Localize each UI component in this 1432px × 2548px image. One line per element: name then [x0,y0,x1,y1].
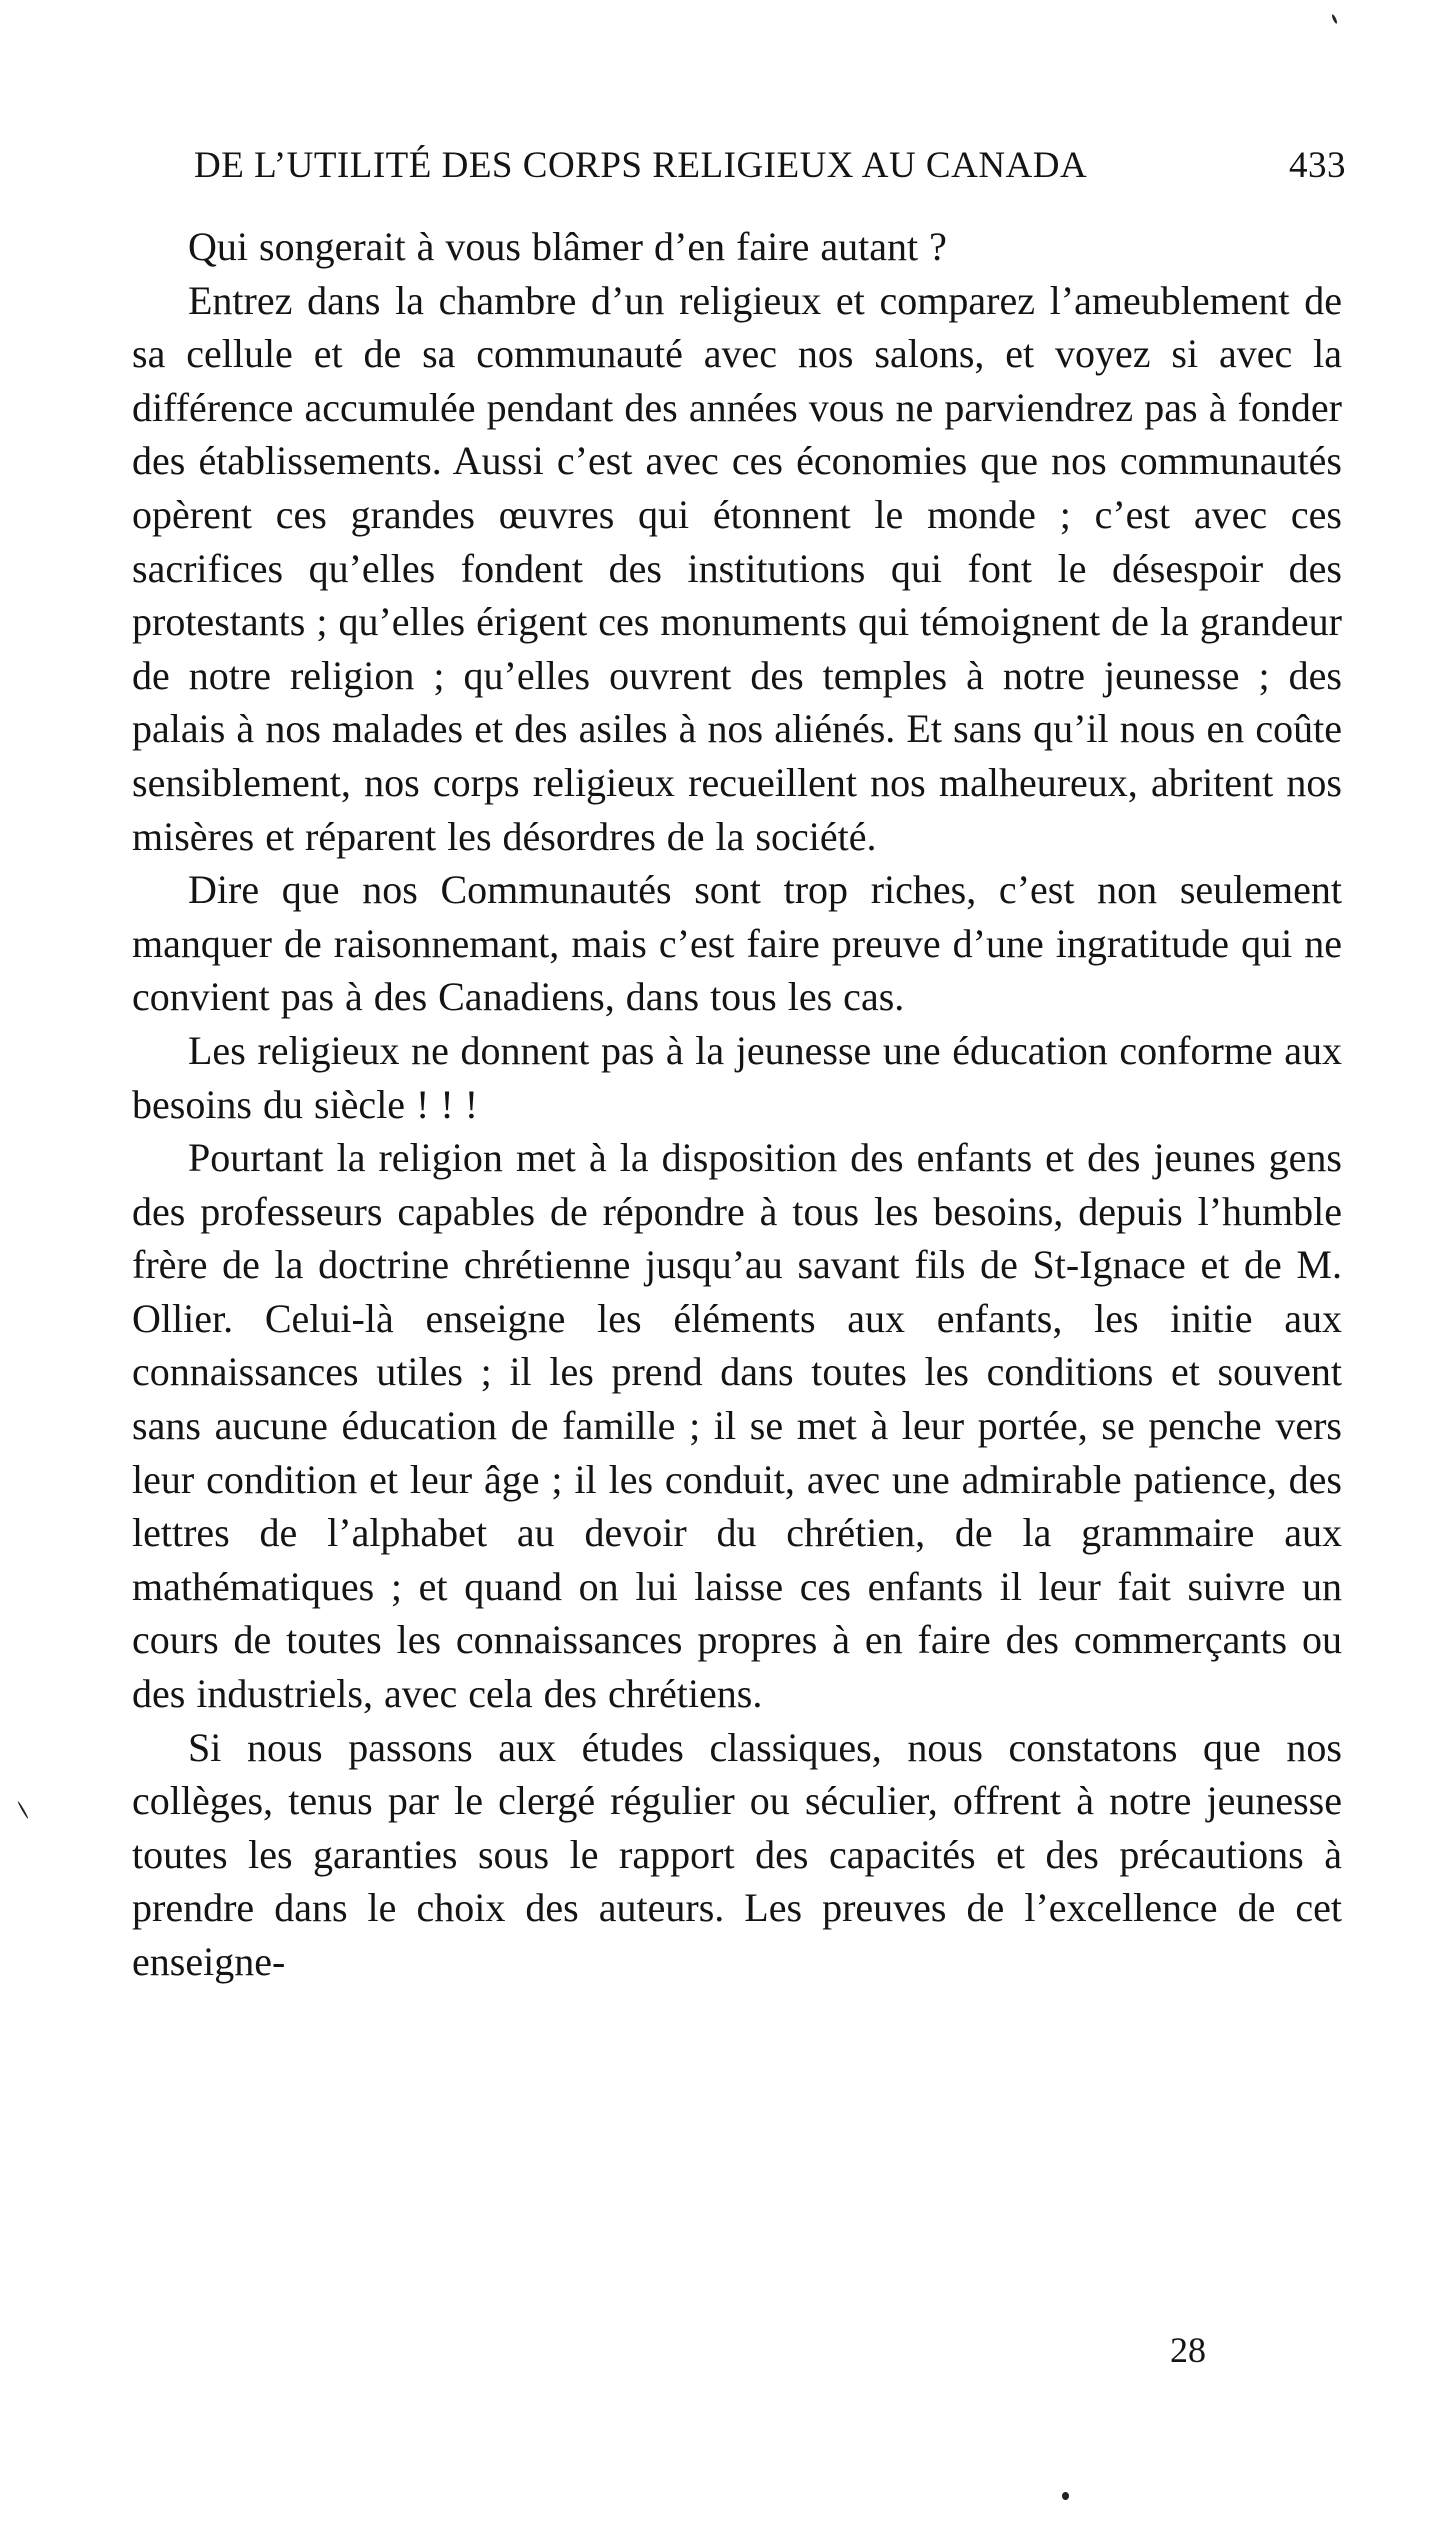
paragraph: Pourtant la religion met à la disposition des enfants et des jeunes gens des professeurs capables de répondre à tous les besoins, depuis l’humble frère de la doctrine chrétienne jusqu’au savant fils de St-Ignace et de M. Ollier. Celui-là enseigne les éléments aux enfants, les initie aux connaissances utiles ; il les prend dans toutes les conditions et souvent sans aucune éducation de famille ; il se met à leur portée, se penche vers leur condition et leur âge ; il les conduit, avec une admirable patience, des lettres de l’alphabet au devoir du chrétien, de la grammaire aux mathématiques ; et quand on lui laisse ces enfants il leur fait suivre un cours de toutes les connaissances propres à en faire des commerçants ou des industriels, avec cela des chrétiens. [132,1135,1342,1717]
ink-speck [17,1801,29,1819]
running-header [194,138,1346,194]
ink-speck [1062,2492,1069,2500]
paragraph: Entrez dans la chambre d’un religieux et comparez l’ameublement de sa cellule et de sa communauté avec nos salons, et voyez si avec la différence accumulée pendant des années vous ne parviendrez pas à fonder des établissements. Aussi c’est avec ces économies que nos communautés opèrent ces grandes œuvres qui étonnent le monde ; c’est avec ces sacrifices qu’elles fondent des institutions qui font le désespoir des protestants ; qu’elles érigent ces monuments qui témoignent de la grandeur de notre religion ; qu’elles ouvrent des temples à notre jeunesse ; des palais à nos malades et des asiles à nos aliénés. Et sans qu’il nous en coûte sensiblement, nos corps religieux recueillent nos malheureux, abritent nos misères et réparent les désordres de la société. [132,277,1342,859]
page-number: 433 [1289,145,1346,186]
signature-mark: 28 [1170,2330,1206,2370]
ink-speck [1331,14,1338,24]
paragraph: Les religieux ne donnent pas à la jeunesse une éducation conforme aux besoins du siècle ! ! ! [132,1027,1342,1127]
body-text [132,220,1342,1989]
paragraph: Qui songerait à vous blâmer d’en faire autant ? [188,224,947,269]
paragraph: Dire que nos Communautés sont trop riches, c’est non seulement manquer de raisonnemant, mais c’est faire preuve d’une ingratitude qui ne convient pas à des Canadiens, dans tous les cas. [132,867,1342,1020]
running-title: DE L’UTILITÉ DES CORPS RELIGIEUX AU CANADA [194,145,1088,186]
paragraph: Si nous passons aux études classiques, nous constatons que nos collèges, tenus par le clergé régulier ou séculier, offrent à notre jeunesse toutes les garanties sous le rapport des capacités et des précautions à prendre dans le choix des auteurs. Les preuves de l’excellence de cet enseigne- [132,1724,1342,1984]
